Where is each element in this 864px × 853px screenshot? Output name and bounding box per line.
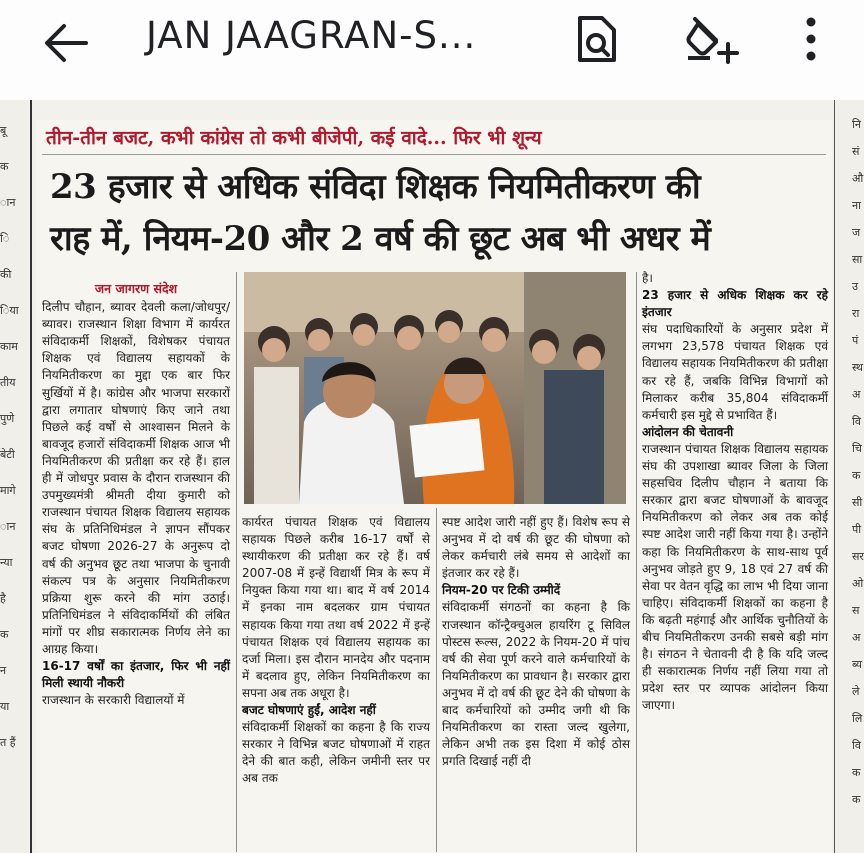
left-edge-fragment: ान bbox=[0, 196, 16, 209]
right-edge-fragment: क bbox=[852, 469, 861, 482]
byline: जन जागरण संदेश bbox=[94, 281, 178, 296]
color-fill-icon[interactable] bbox=[684, 14, 740, 64]
right-edge-fragment: लि bbox=[852, 712, 863, 725]
right-adjacent-column bbox=[836, 100, 864, 853]
search-document-icon[interactable] bbox=[572, 14, 620, 64]
news-photo bbox=[244, 272, 626, 504]
column-4-lead: है। bbox=[642, 271, 653, 285]
right-edge-fragment: उ bbox=[852, 280, 859, 293]
left-edge-fragment: की bbox=[0, 268, 12, 281]
subheading-budget: बजट घोषणाएं हुईं, आदेश नहीं bbox=[242, 703, 376, 718]
left-edge-fragment: या bbox=[0, 700, 10, 713]
column-4-body-2: राजस्थान पंचायत शिक्षक विद्यालय सहायक संघ की उपशाखा ब्यावर जिला के जिला सहसचिव दिलीप चौहान ने बताया कि सरकार द्वारा बजट घोषणाओं के बावजूद नियमितीकरण को लेकर अब तक कोई स्पष्ट आदेश जारी नहीं किया गया है। उन्होंने कहा कि नियमितीकरण के साथ-साथ पूर्व अनुभव जोड़ते हुए 9, 18 एवं 27 वर्ष की सेवा पर वेतन वृद्धि का लाभ भी दिया जाना चाहिए। संविदाकर्मी शिक्षकों का कहना है कि बढ़ती महंगाई और आर्थिक चुनौतियों के बीच नियमितीकरण उनकी सबसे बड़ी मांग है। संगठन ने चेतावनी दी है कि यदि जल्द ही सकारात्मक निर्णय नहीं लिया गया तो प्रदेश स्तर पर व्यापक आंदोलन किया जाएगा। bbox=[642, 441, 828, 713]
subheading-rule-20: नियम-20 पर टिकी उम्मीदें bbox=[442, 583, 561, 598]
subheading-23000: 23 हजार से अधिक शिक्षक कर रहे इंतजार bbox=[642, 288, 828, 320]
right-edge-fragment: सर bbox=[852, 550, 864, 563]
headline-line-1: 23 हजार से अधिक संविदा शिक्षक नियमितीकरण की bbox=[50, 167, 701, 207]
right-edge-fragment: चि bbox=[852, 442, 862, 455]
right-edge-fragment: अ bbox=[852, 631, 861, 644]
article-column-4 bbox=[642, 270, 828, 714]
right-edge-fragment: ज bbox=[852, 226, 861, 239]
back-arrow-icon[interactable] bbox=[40, 22, 90, 64]
article-column-3 bbox=[442, 514, 630, 770]
subheading-wait: 16-17 वर्षों का इंतजार, फिर भी नहीं मिली स्थायी नौकरी bbox=[42, 659, 230, 691]
column-1-body: दिलीप चौहान, ब्यावर देवली कला/जोधपुर/ब्यावर। राजस्थान शिक्षा विभाग में कार्यरत संविदाकर्मी शिक्षकों, विशेषकर पंचायत शिक्षक एवं विद्यालय सहायकों के नियमितीकरण का मुद्दा एक बार फिर सुर्खियों में है। कांग्रेस और भाजपा सरकारों द्वारा लगातार घोषणाएं किए जाने तथा पिछले कई वर्षों से आश्वासन मिलने के बावजूद हजारों संविदाकर्मी शिक्षक आज भी नियमितीकरण की प्रतीक्षा कर रहे हैं। हाल ही में जोधपुर प्रवास के दौरान राजस्थान की उपमुख्यमंत्री श्रीमती दीया कुमारी को राजस्थान पंचायत शिक्षक विद्यालय सहायक संघ के प्रतिनिधिमंडल ने ज्ञापन सौंपकर बजट घोषणा 2026-27 के अनुरूप दो वर्ष की अनुभव छूट तथा भाजपा के चुनावी संकल्प पत्र के अनुसार नियमितीकरण प्रक्रिया शुरू करने की मांग उठाई। प्रतिनिधिमंडल ने संविदाकर्मियों की लंबित मांगों पर शीघ्र सकारात्मक निर्णय लेने का आग्रह किया। bbox=[42, 300, 230, 656]
left-edge-fragment: ि bbox=[0, 232, 10, 245]
subheading-protest-warning: आंदोलन की चेतावनी bbox=[642, 424, 734, 439]
delegation-photo-image bbox=[244, 272, 626, 504]
column-2-tail: संविदाकर्मी शिक्षकों का कहना है कि राज्य सरकार ने विभिन्न बजट घोषणाओं में राहत देने की बात कही, लेकिन जमीनी स्तर पर अब तक bbox=[242, 720, 430, 786]
left-edge-fragment: तीय bbox=[0, 376, 16, 389]
right-edge-fragment: क bbox=[852, 793, 861, 806]
left-edge-fragment: न bbox=[0, 664, 7, 677]
right-edge-fragment: स्थ bbox=[852, 361, 864, 374]
newspaper-page[interactable] bbox=[0, 100, 864, 853]
right-edge-fragment: वि bbox=[852, 415, 861, 428]
headline-line-2: राह में, नियम-20 और 2 वर्ष की छूट अब भी अधर में bbox=[50, 219, 711, 259]
left-edge-fragment: बू bbox=[0, 124, 7, 137]
left-edge-fragment: ान bbox=[0, 520, 16, 533]
more-vert-icon[interactable] bbox=[796, 14, 826, 64]
left-edge-fragment: पुणे bbox=[0, 412, 15, 425]
left-edge-fragment: काम bbox=[0, 340, 18, 353]
left-edge-fragment: िया bbox=[0, 304, 19, 317]
right-edge-fragment: ब्य bbox=[852, 658, 863, 671]
app-title: JAN JAAGRAN-S... bbox=[146, 14, 477, 57]
left-adjacent-column bbox=[0, 100, 28, 853]
right-edge-fragment: सी bbox=[852, 496, 863, 509]
app-bar bbox=[0, 0, 864, 100]
right-edge-fragment: क bbox=[852, 766, 861, 779]
right-edge-fragment: ना bbox=[852, 199, 861, 212]
column-divider bbox=[636, 272, 637, 852]
column-1-tail: राजस्थान के सरकारी विद्यालयों में bbox=[42, 693, 185, 708]
right-edge-fragment: सा bbox=[852, 253, 863, 266]
left-edge-fragment: न्या bbox=[0, 556, 13, 569]
divider-line bbox=[42, 154, 826, 155]
article-column-2 bbox=[242, 514, 430, 788]
left-edge-fragment: मागे bbox=[0, 484, 16, 497]
right-edge-fragment: औ bbox=[852, 172, 864, 185]
right-edge-fragment: रा bbox=[852, 307, 860, 320]
column-divider bbox=[236, 272, 237, 852]
left-edge-fragment: बेटी bbox=[0, 448, 15, 461]
column-divider bbox=[834, 100, 835, 853]
right-edge-fragment: ओ bbox=[852, 577, 864, 590]
right-edge-fragment: पं bbox=[852, 334, 859, 347]
column-4-body-1: संघ पदाधिकारियों के अनुसार प्रदेश में लगभग 23,578 पंचायत शिक्षक एवं विद्यालय सहायक नियमितीकरण की प्रतीक्षा कर रहे हैं, जबकि विभिन्न विभागों को मिलाकर करीब 35,804 संविदाकर्मी कर्मचारी इस मुद्दे से प्रभावित हैं। bbox=[642, 322, 828, 422]
news-article bbox=[36, 120, 832, 853]
right-edge-fragment: नि bbox=[852, 118, 861, 131]
article-column-1 bbox=[42, 280, 230, 709]
right-edge-fragment: सं bbox=[852, 145, 860, 158]
article-kicker: तीन-तीन बजट, कभी कांग्रेस तो कभी बीजेपी, कई वादे... फिर भी शून्य bbox=[46, 127, 542, 149]
column-3-tail: संविदाकर्मी संगठनों का कहना है कि राजस्थान कॉन्ट्रैक्चुअल हायरिंग टू सिविल पोस्टस रूल्स, 2022 के नियम-20 में पांच वर्ष की सेवा पूर्ण करने वाले कर्मचारियों के नियमितीकरण का प्रावधान है। सरकार द्वारा अनुभव में दो वर्ष की छूट देने की घोषणा के बाद कर्मचारियों को उम्मीद जगी थी कि नियमितीकरण का रास्ता जल्द खुलेगा, लेकिन अभी तक इस दिशा में कोई ठोस प्रगति दिखाई नहीं दी bbox=[442, 600, 630, 769]
right-edge-fragment: ले bbox=[852, 685, 860, 698]
left-edge-fragment: क bbox=[0, 160, 9, 173]
column-divider bbox=[30, 100, 32, 853]
right-edge-fragment: अ bbox=[852, 388, 861, 401]
left-edge-fragment: क bbox=[0, 628, 9, 641]
column-2-body: कार्यरत पंचायत शिक्षक एवं विद्यालय सहायक पिछले करीब 16-17 वर्षों से स्थायीकरण की प्रतीक्षा कर रहे हैं। वर्ष 2007-08 में इन्हें विद्यार्थी मित्र के रूप में नियुक्त किया गया था। बाद में वर्ष 2014 में इनका नाम बदलकर ग्राम पंचायत सहायक किया गया तथा वर्ष 2022 में इन्हें पंचायत शिक्षक एवं विद्यालय सहायक का दर्जा मिला। इस दौरान मानदेय और पदनाम में बदलाव हुए, लेकिन नियमितीकरण का सपना अब तक अधूरा है। bbox=[242, 515, 430, 700]
right-edge-fragment: स bbox=[852, 604, 860, 617]
right-edge-fragment: वि bbox=[852, 739, 861, 752]
column-3-body: स्पष्ट आदेश जारी नहीं हुए हैं। विशेष रूप से अनुभव में दो वर्ष की छूट की घोषणा को लेकर कर्मचारी लंबे समय से आदेशों का इंतजार कर रहे हैं। bbox=[442, 515, 630, 581]
left-edge-fragment: है bbox=[0, 592, 6, 605]
left-edge-fragment: त हैं bbox=[0, 736, 16, 749]
right-edge-fragment: पी bbox=[852, 523, 862, 536]
column-divider bbox=[436, 508, 437, 852]
